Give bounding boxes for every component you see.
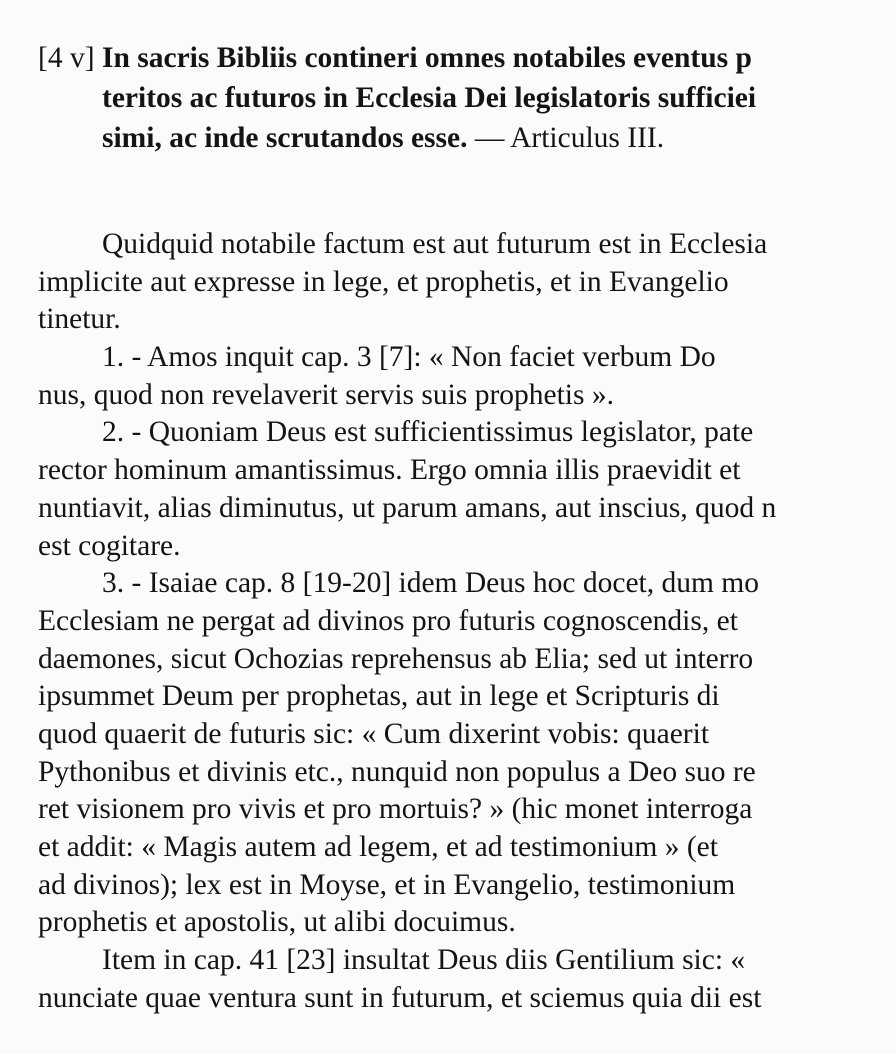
- heading-line-1-text: In sacris Bibliis contineri omnes notabiles eventus p: [102, 42, 752, 74]
- text-line: est cogitare.: [38, 529, 181, 562]
- text-line: ad divinos); lex est in Moyse, et in Evangelio, testimonium: [38, 868, 736, 901]
- heading-article-number: — Articulus III.: [467, 122, 665, 154]
- text-line: Item in cap. 41 [23] insultat Deus diis Gentilium sic: «: [102, 944, 746, 977]
- heading-line-3: [38, 118, 896, 158]
- text-line: nuntiavit, alias diminutus, ut parum amans, aut inscius, quod n: [38, 491, 777, 524]
- folio-reference: [4 v]: [38, 42, 95, 74]
- heading-line-2: teritos ac futuros in Ecclesia Dei legislatoris sufficiei: [102, 82, 757, 114]
- text-line: tinetur.: [38, 303, 121, 336]
- text-line: 3. - Isaiae cap. 8 [19-20] idem Deus hoc docet, dum mo: [102, 567, 759, 600]
- text-line: 2. - Quoniam Deus est sufficientissimus legislator, pate: [102, 416, 754, 449]
- text-line: ret visionem pro vivis et pro mortuis? » (hic monet interroga: [38, 793, 753, 826]
- heading-line-3-bold: simi, ac inde scrutandos esse.: [102, 122, 468, 154]
- text-line: Pythonibus et divinis etc., nunquid non populus a Deo suo re: [38, 755, 756, 788]
- text-line: Quidquid notabile factum est aut futurum est in Ecclesia: [102, 228, 768, 260]
- text-line: daemones, sicut Ochozias reprehensus ab Elia; sed ut interro: [38, 642, 754, 675]
- heading-line-1: [38, 38, 896, 78]
- text-line: nunciate quae ventura sunt in futurum, et sciemus quia dii est: [38, 981, 762, 1014]
- text-line: implicite aut expresse in lege, et prophetis, et in Evangelio: [38, 265, 729, 298]
- text-line: rector hominum amantissimus. Ergo omnia illis praevidit et: [38, 454, 741, 487]
- text-line: ipsummet Deum per prophetas, aut in lege et Scripturis di: [38, 680, 720, 713]
- text-line: et addit: « Magis autem ad legem, et ad testimonium » (et: [38, 831, 718, 863]
- article-heading: [38, 38, 896, 158]
- text-line: 1. - Amos inquit cap. 3 [7]: « Non faciet verbum Do: [102, 341, 716, 374]
- text-line: quod quaerit de futuris sic: « Cum dixerint vobis: quaerit: [38, 717, 710, 750]
- body-text: [38, 226, 896, 1017]
- text-line: nus, quod non revelaverit servis suis prophetis ».: [38, 378, 614, 411]
- text-line: prophetis et apostolis, ut alibi docuimus.: [38, 906, 516, 939]
- text-line: Ecclesiam ne pergat ad divinos pro futuris cognoscendis, et: [38, 604, 738, 637]
